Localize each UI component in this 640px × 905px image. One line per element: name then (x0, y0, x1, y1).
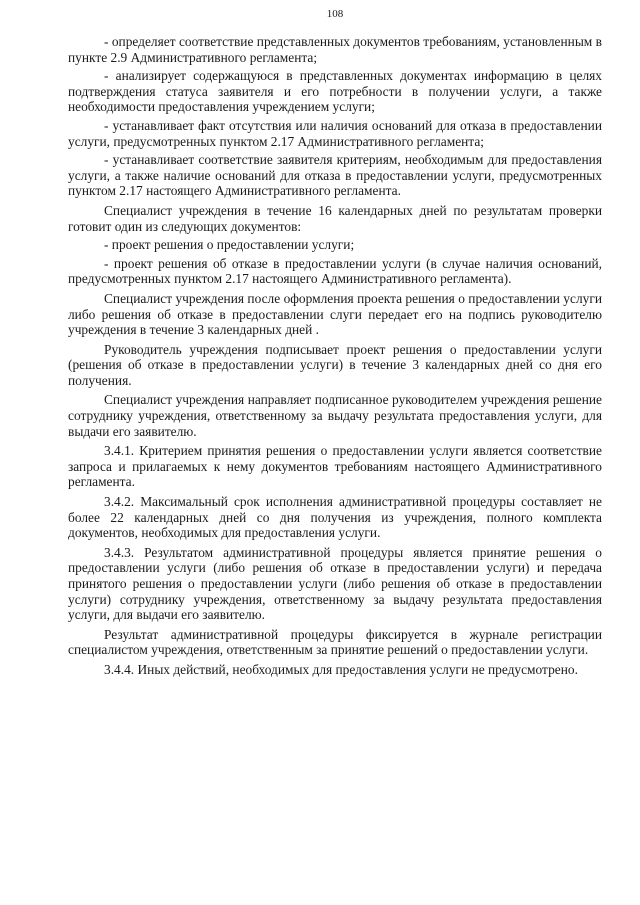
paragraph-section-3-4-3: 3.4.3. Результатом административной процедуры является принятие решения о предоставлении услуги (либо решения об отказе в предоставлении услуги) и передача принятого решения о предоставлении услуги (либо решения об отказе в предоставлении услуги) сотруднику учреждения, ответственному за выдачу результата предоставления услуги, для выдачи его заявителю. (68, 544, 602, 623)
paragraph-specialist-sends: Специалист учреждения направляет подписанное руководителем учреждения решение сотруднику учреждения, ответственному за выдачу результата предоставления услуги, для выдачи его заявителю. (68, 392, 602, 439)
paragraph-head-signs: Руководитель учреждения подписывает проект решения о предоставлении услуги (решения об отказе в предоставлении услуги) в течение 3 календарных дней со дня его получения. (68, 341, 602, 388)
paragraph-section-3-4-2: 3.4.2. Максимальный срок исполнения административной процедуры составляет не более 22 календарных дней со дня получения из учреждения, полного комплекта документов, необходимых для предоставления услуги. (68, 494, 602, 541)
paragraph-bullet-check-documents: - определяет соответствие представленных документов требованиям, установленным в пункте 2.9 Административного регламента; (68, 34, 602, 65)
paragraph-bullet-criteria: - устанавливает соответствие заявителя критериям, необходимым для предоставления услуги, а также наличие оснований для отказа в предоставлении услуги, предусмотренных пунктом 2.17 настоящего Административного регламента. (68, 152, 602, 199)
paragraph-specialist-prepares: Специалист учреждения в течение 16 календарных дней по результатам проверки готовит один из следующих документов: (68, 202, 602, 234)
paragraph-bullet-draft-grant: - проект решения о предоставлении услуги; (104, 237, 355, 253)
page-number: 108 (326, 8, 344, 20)
paragraph-specialist-submits: Специалист учреждения после оформления проекта решения о предоставлении услуги либо решения об отказе в предоставлении слуги передает его на подпись руководителю учреждения в течение 3 календарных дней . (68, 290, 602, 338)
paragraph-bullet-draft-refusal: - проект решения об отказе в предоставлении услуги (в случае наличия оснований, предусмотренных пунктом 2.17 настоящего Административного регламента). (68, 255, 602, 287)
paragraph-section-3-4-1: 3.4.1. Критерием принятия решения о предоставлении услуги является соответствие запроса и прилагаемых к нему документов требованиям настоящего Административного регламента. (68, 443, 602, 490)
paragraph-bullet-analyze-info: - анализирует содержащуюся в представленных документах информацию в целях подтверждения статуса заявителя и его потребности в получении услуги, а также необходимости предоставления учреждением услуги; (68, 68, 602, 115)
paragraph-section-3-4-4: 3.4.4. Иных действий, необходимых для предоставления услуги не предусмотрено. (104, 661, 578, 677)
paragraph-bullet-refusal-grounds: - устанавливает факт отсутствия или наличия оснований для отказа в предоставлении услуги, предусмотренных пунктом 2.17 Административного регламента; (68, 117, 602, 149)
paragraph-result-recorded: Результат административной процедуры фиксируется в журнале регистрации специалистом учреждения, ответственным за принятие решений о предоставлении услуги. (68, 626, 602, 658)
